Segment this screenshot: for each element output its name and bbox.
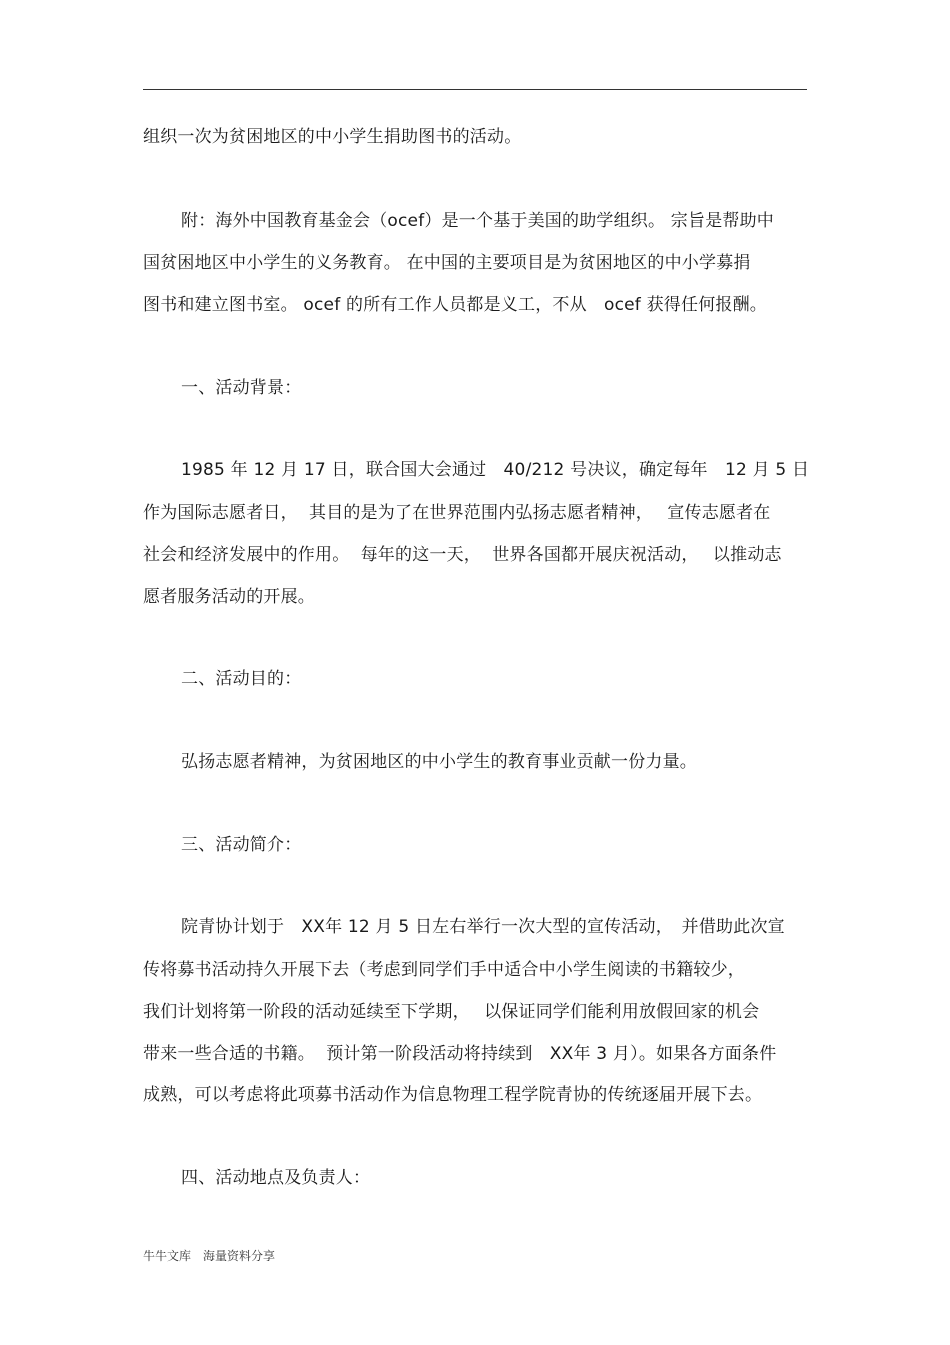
paragraph-overview-line-5: 成熟，可以考虑将此项募书活动作为信息物理工程学院青协的传统逐届开展下去。 — [143, 1085, 763, 1105]
paragraph-intro-line-1: 组织一次为贫困地区的中小学生捐助图书的活动。 — [143, 127, 522, 147]
paragraph-overview-line-3: 我们计划将第一阶段的活动延续至下学期， 以保证同学们能利用放假回家的机会 — [143, 1002, 760, 1022]
header-rule — [143, 89, 807, 90]
paragraph-overview-line-4: 带来一些合适的书籍。 预计第一阶段活动将持续到 XX年 3 月）。如果各方面条件 — [143, 1044, 777, 1064]
paragraph-background-line-4: 愿者服务活动的开展。 — [143, 587, 315, 607]
paragraph-note-line-2: 国贫困地区中小学生的义务教育。 在中国的主要项目是为贫困地区的中小学募捐 — [143, 253, 751, 273]
paragraph-background-line-3: 社会和经济发展中的作用。 每年的这一天， 世界各国都开展庆祝活动， 以推动志 — [143, 545, 782, 565]
paragraph-overview-line-2: 传将募书活动持久开展下去（考虑到同学们手中适合中小学生阅读的书籍较少， — [143, 960, 745, 980]
paragraph-note-line-1: 附：海外中国教育基金会（ocef）是一个基于美国的助学组织。 宗旨是帮助中 — [181, 211, 774, 231]
section-heading-location: 四、活动地点及负责人： — [181, 1168, 371, 1188]
paragraph-background-line-1: 1985 年 12 月 17 日，联合国大会通过 40/212 号决议，确定每年 12 月 5 日 — [181, 460, 810, 480]
section-heading-purpose: 二、活动目的： — [181, 669, 302, 689]
page-footer: 牛牛文库 海量资料分享 — [143, 1249, 276, 1263]
paragraph-overview-line-1: 院青协计划于 XX年 12 月 5 日左右举行一次大型的宣传活动， 并借助此次宣 — [181, 917, 785, 937]
paragraph-background-line-2: 作为国际志愿者日， 其目的是为了在世界范围内弘扬志愿者精神， 宣传志愿者在 — [143, 503, 771, 523]
paragraph-note-line-3: 图书和建立图书室。 ocef 的所有工作人员都是义工，不从 ocef 获得任何报酬。 — [143, 295, 767, 315]
section-heading-background: 一、活动背景： — [181, 378, 302, 398]
section-heading-overview: 三、活动简介： — [181, 835, 302, 855]
paragraph-purpose-line-1: 弘扬志愿者精神，为贫困地区的中小学生的教育事业贡献一份力量。 — [181, 752, 697, 772]
